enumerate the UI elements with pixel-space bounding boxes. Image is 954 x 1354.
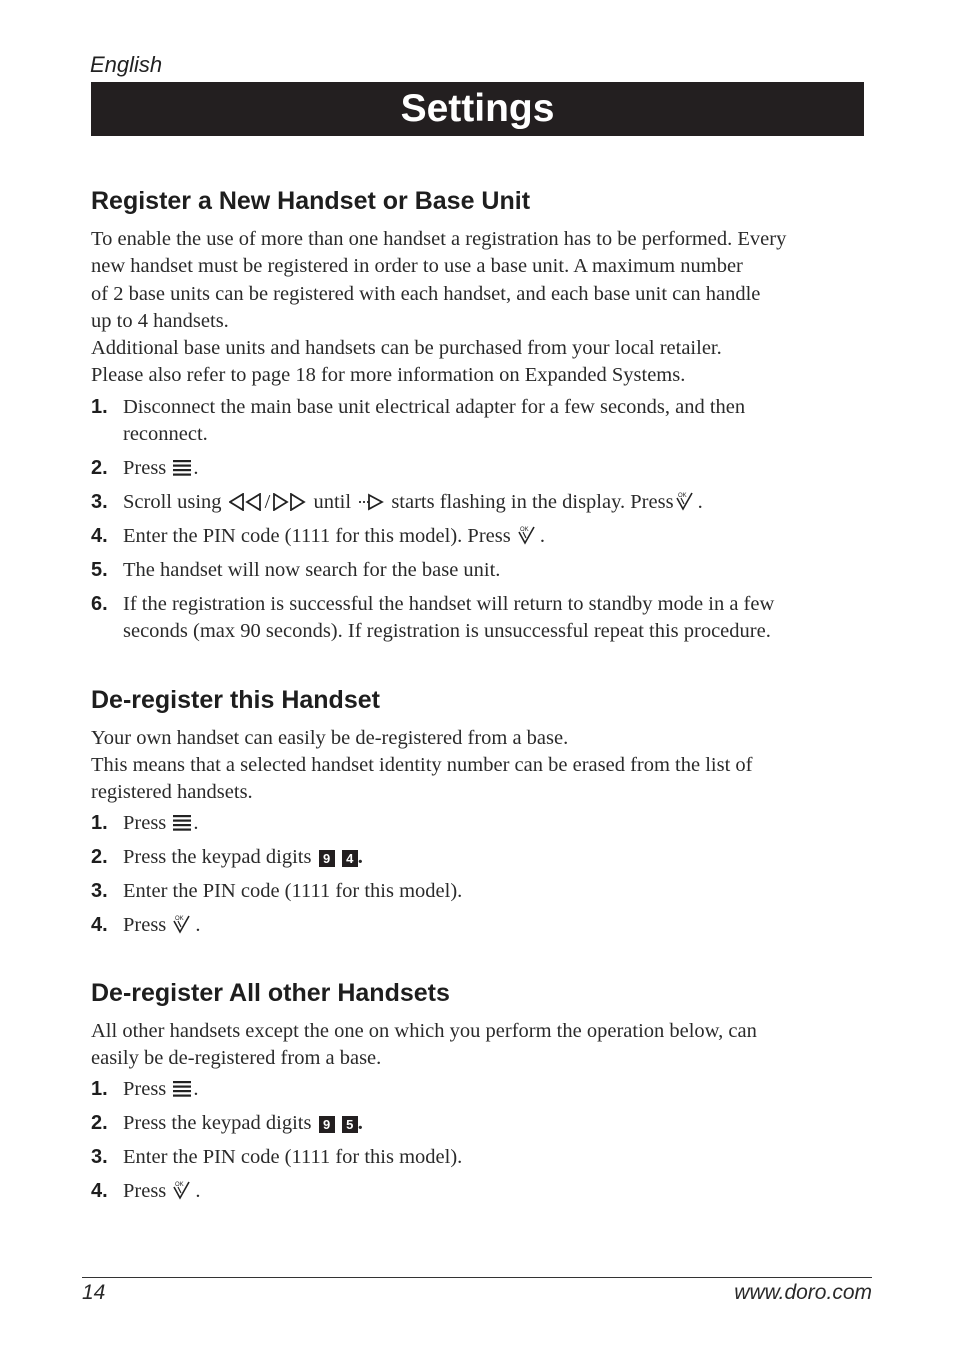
step-number: 4. (91, 914, 108, 937)
step-item (91, 394, 871, 449)
step-line: Disconnect the main base unit electrical adapter for a few seconds, and then (123, 395, 746, 418)
step-text (123, 1110, 871, 1137)
step-item (91, 557, 871, 584)
step-line: until (313, 491, 352, 514)
step-number: 3. (91, 1146, 108, 1169)
register-heading: Register a New Handset or Base Unit (91, 187, 531, 215)
intro-line: Additional base units and handsets can be purchased from your local retailer. (91, 337, 722, 360)
keypad-digit: 4 (342, 850, 358, 867)
step-text (123, 523, 871, 550)
svg-text:OK: OK (677, 493, 687, 500)
step-item (91, 455, 871, 482)
step-text (123, 394, 871, 449)
step-line: reconnect. (123, 423, 208, 446)
step-item (91, 1110, 871, 1137)
step-item (91, 1076, 871, 1103)
step-number: 1. (91, 812, 108, 835)
intro-line: registered handsets. (91, 781, 253, 804)
step-text (123, 489, 871, 516)
step-line: Press (123, 457, 167, 480)
step-number: 1. (91, 395, 108, 418)
step-line: starts flashing in the display. Press (391, 491, 674, 514)
step-number: 2. (91, 457, 108, 480)
deregister-all-intro (91, 1018, 871, 1073)
step-text (123, 844, 871, 871)
step-number: 3. (91, 491, 108, 514)
step-line: Scroll using (123, 491, 222, 514)
footer-divider (82, 1277, 872, 1278)
step-punct: . (193, 1078, 199, 1101)
step-text (123, 591, 871, 646)
step-punct: . (195, 1180, 201, 1203)
step-text (123, 810, 871, 837)
keypad-digit: 5 (342, 1116, 358, 1133)
deregister-this-steps (91, 810, 871, 939)
keypad-digit: 9 (319, 1116, 335, 1133)
step-text (123, 455, 871, 482)
intro-line: This means that a selected handset identity number can be erased from the list of (91, 753, 753, 776)
intro-line: Please also refer to page 18 for more information on Expanded Systems. (91, 364, 686, 387)
scroll-left-icon (229, 493, 263, 511)
intro-line: Your own handset can easily be de-registered from a base. (91, 726, 569, 749)
register-steps (91, 394, 871, 646)
step-line: seconds (max 90 seconds). If registration is unsuccessful repeat this procedure. (123, 620, 771, 643)
step-text (123, 1178, 871, 1205)
step-line: Press (123, 914, 167, 937)
menu-icon (173, 1080, 191, 1098)
step-line: Enter the PIN code (1111 for this model). Press (123, 525, 511, 548)
step-line: If the registration is successful the handset will return to standby mode in a few (123, 593, 775, 615)
intro-line: easily be de-registered from a base. (91, 1047, 382, 1070)
svg-text:OK: OK (519, 527, 529, 534)
step-number: 6. (91, 593, 108, 615)
ok-icon (676, 491, 696, 511)
step-punct: . (539, 525, 545, 548)
deregister-all-steps (91, 1076, 871, 1205)
step-item (91, 844, 871, 871)
step-number: 2. (91, 846, 108, 869)
step-text (123, 912, 871, 939)
main-content (91, 184, 871, 1212)
intro-line: new handset must be registered in order to use a base unit. A maximum number (91, 255, 743, 278)
step-punct: . (193, 457, 199, 480)
step-line: Press (123, 1180, 167, 1203)
step-line: Press the keypad digits (123, 1112, 312, 1135)
step-item (91, 912, 871, 939)
language-label: English (90, 52, 163, 77)
step-text (123, 1076, 871, 1103)
svg-text:OK: OK (175, 1182, 185, 1189)
deregister-this-section (91, 683, 871, 940)
step-line: Press the keypad digits (123, 846, 312, 869)
slash: / (264, 491, 271, 514)
step-line: Press (123, 812, 167, 835)
step-item (91, 523, 871, 550)
step-item (91, 810, 871, 837)
step-line: Press (123, 1078, 167, 1101)
intro-line: All other handsets except the one on which you perform the operation below, can (91, 1019, 757, 1042)
website-link[interactable]: www.doro.com (734, 1281, 872, 1304)
step-text: Enter the PIN code (1111 for this model). (123, 880, 463, 903)
register-section (91, 184, 871, 646)
ok-icon (173, 1180, 193, 1200)
ok-icon (173, 914, 193, 934)
ok-icon (518, 525, 538, 545)
step-item (91, 1144, 871, 1171)
register-intro (91, 226, 871, 390)
step-punct: . (195, 914, 201, 937)
step-number: 1. (91, 1078, 108, 1101)
step-punct: . (697, 491, 703, 514)
svg-text:OK: OK (175, 916, 185, 923)
intro-line: of 2 base units can be registered with each handset, and each base unit can handle (91, 282, 761, 305)
deregister-this-heading: De-register this Handset (91, 685, 380, 714)
step-punct: . (357, 1112, 363, 1135)
step-item (91, 1178, 871, 1205)
step-item (91, 878, 871, 905)
step-number: 3. (91, 880, 108, 903)
page-title: Settings (91, 82, 864, 136)
intro-line: To enable the use of more than one handset a registration has to be performed. Every (91, 228, 787, 250)
page-number: 14 (82, 1281, 106, 1304)
step-item (91, 489, 871, 516)
step-number: 4. (91, 525, 108, 548)
keypad-digit: 9 (319, 850, 335, 867)
scroll-right-icon (272, 493, 306, 511)
step-number: 2. (91, 1112, 108, 1135)
step-number: 4. (91, 1180, 108, 1203)
deregister-this-intro (91, 725, 871, 807)
step-text: Enter the PIN code (1111 for this model). (123, 1146, 463, 1169)
step-number: 5. (91, 559, 108, 582)
step-punct: . (357, 846, 363, 869)
intro-line: up to 4 handsets. (91, 309, 229, 332)
step-text: The handset will now search for the base unit. (123, 559, 501, 582)
menu-icon (173, 814, 191, 832)
deregister-all-section (91, 976, 871, 1206)
register-arrow-icon (358, 493, 384, 511)
step-item (91, 591, 871, 646)
step-punct: . (193, 812, 199, 835)
deregister-all-heading: De-register All other Handsets (91, 978, 450, 1007)
menu-icon (173, 459, 191, 477)
